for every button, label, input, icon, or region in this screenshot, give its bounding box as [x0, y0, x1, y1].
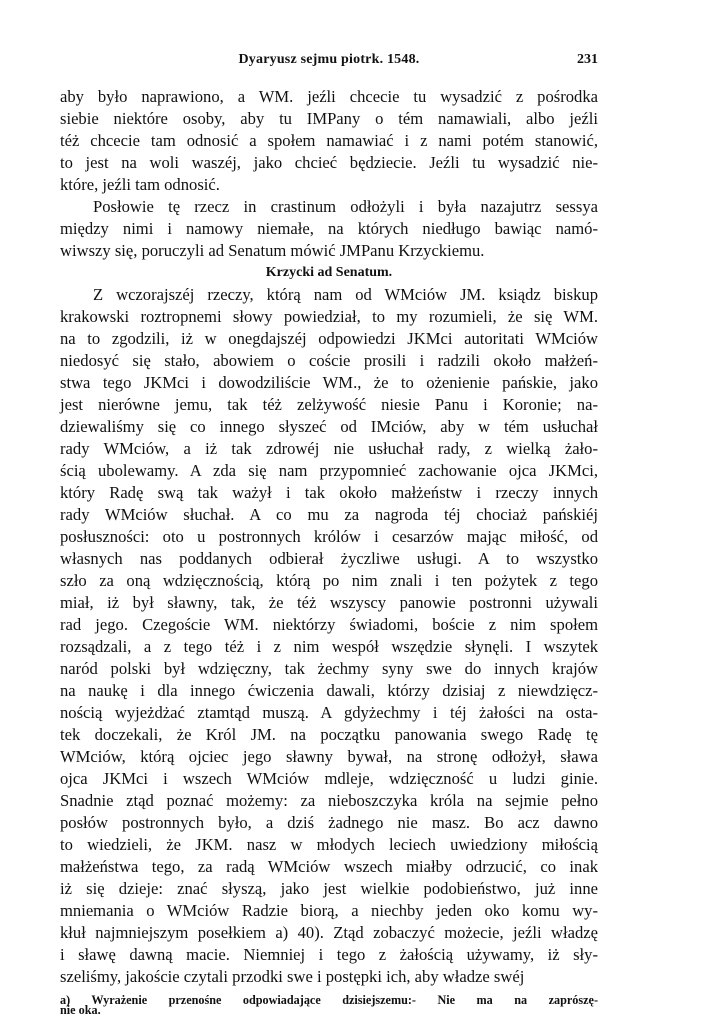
text-line: kłuł najmniejszym posełkiem a) 40). Ztąd zobaczyć możecie, jeźli władzę: [60, 923, 598, 942]
text-line: które, jeźli tam odnosić.: [60, 175, 220, 194]
text-line: miał, iż był sławny, tak, że téż wszyscy panowie postronni używali: [60, 593, 598, 612]
text-line: posłuszności: oto u postronnych królów i cesarzów mając miłość, od: [60, 527, 598, 546]
section-heading: Krzycki ad Senatum.: [265, 265, 393, 280]
text-line: to jest na woli waszéj, jako chcieć będziecie. Jeźli tu wysadzić nie-: [60, 153, 598, 172]
text-line: rady WMciów, a iż tak zdrowéj nie usłuchał rady, z wielką żało-: [60, 439, 598, 458]
text-line: ojca JKMci i wszech WMciów mdleje, wdzięczność u ludzi ginie.: [60, 769, 598, 788]
text-line: mniemania o WMciów Radzie biorą, a niechby jeden oko komu wy-: [60, 901, 598, 920]
text-line: iż się dzieje: znać słyszą, jako jest wielkie podobieństwo, już inne: [60, 879, 598, 898]
text-line: wiwszy się, poruczyli ad Senatum mówić JMPanu Krzyckiemu.: [60, 241, 485, 260]
text-line: małżeństwa tego, za radą WMciów wszech miałby odrzucić, co inak: [60, 857, 598, 876]
text-line: aby było naprawiono, a WM. jeźli chcecie tu wysadzić z pośrodka: [60, 87, 598, 106]
text-line: jest nierówne jemu, tak téż zelżywość niesie Panu i Koronie; na-: [60, 395, 598, 414]
text-line: nością wyjeżdżać ztamtąd muszą. A gdyżechmy i téj żałości na osta-: [60, 703, 598, 722]
text-line: szeliśmy, jakoście czytali przodki swe i postępki ich, aby władze swéj: [60, 967, 525, 986]
text-line: i sławę dawną macie. Niemniej i tego z żałością używamy, iż sły-: [60, 945, 598, 964]
text-line: Snadnie ztąd poznać możemy: za nieboszczyka króla na sejmie pełno: [60, 791, 598, 810]
text-line: posłów postronnych było, a dziś żadnego nie masz. Bo acz dawno: [60, 813, 598, 832]
page-number: 231: [577, 52, 598, 67]
text-line: naród polski był wdzięczny, tak żechmy syny swe do innych krajów: [60, 659, 598, 678]
text-line: na naukę i dla innego ćwiczenia dawali, którzy dzisiaj z niewdzięcz-: [60, 681, 598, 700]
text-line: na to zgodzili, iż w onegdajszéj odpowiedzi JKMci autoritati WMciów: [60, 329, 598, 348]
text-line: téż chcecie tam odnosić a społem namawiać i z nami potém stanowić,: [60, 131, 598, 150]
text-line: Posłowie tę rzecz in crastinum odłożyli i była nazajutrz sessya: [93, 197, 598, 216]
text-line: krakowski roztropnemi słowy powiedział, to my rozumieli, że się WM.: [60, 307, 598, 326]
text-line: niedosyć się stało, abowiem o coście prosili i radzili około małżeń-: [60, 351, 598, 370]
footnote-line: a) Wyrażenie przenośne odpowiadające dzisiejszemu:- Nie ma na zaprószę-: [60, 993, 598, 1007]
text-line: tek doczekali, że Król JM. na początku panowania swego Radę tę: [60, 725, 598, 744]
text-line: ścią ubolewamy. A zda się nam przypomnieć zachowanie ojca JKMci,: [60, 461, 598, 480]
text-line: między nimi i namowy niemałe, na których niedługo bawiąc namó-: [60, 219, 598, 238]
text-line: który Radę swą tak ważył i tak około małżeństw i rzeczy innych: [60, 483, 598, 502]
text-line: to wiedzieli, że JKM. nasz w młodych leciech uwiedziony miłością: [60, 835, 598, 854]
text-line: własnych nas poddanych odbierał życzliwe usługi. A to wszystko: [60, 549, 598, 568]
text-line: rad jego. Czegoście WM. niektórzy świadomi, boście z nim społem: [60, 615, 598, 634]
text-line: WMciów, którą ojciec jego sławny bywał, na stronę odłożył, sława: [60, 747, 598, 766]
text-line: Z wczorajszéj rzeczy, którą nam od WMciów JM. ksiądz biskup: [93, 285, 598, 304]
text-line: rozsądzali, a z tego téż i z nim wespół wszędzie słynęli. I wszytek: [60, 637, 598, 656]
footnote-line: nie oka.: [60, 1004, 101, 1017]
text-line: rady WMciów słuchał. A co mu za nagroda téj chociaż pańskiéj: [60, 505, 598, 524]
text-line: stwa tego JKMci i dowodziliście WM., że to ożenienie pańskie, jako: [60, 373, 598, 392]
running-title: Dyaryusz sejmu piotrk. 1548.: [238, 52, 420, 67]
text-line: szło za oną wdzięcznością, którą po nim znali i ten pożytek z tego: [60, 571, 598, 590]
text-line: siebie niektóre osoby, aby tu IMPany o tém namawiali, albo jeźli: [60, 109, 598, 128]
text-line: dziewaliśmy się co innego słyszeć od IMciów, aby w tém usłuchał: [60, 417, 598, 436]
page-header: [60, 52, 598, 72]
